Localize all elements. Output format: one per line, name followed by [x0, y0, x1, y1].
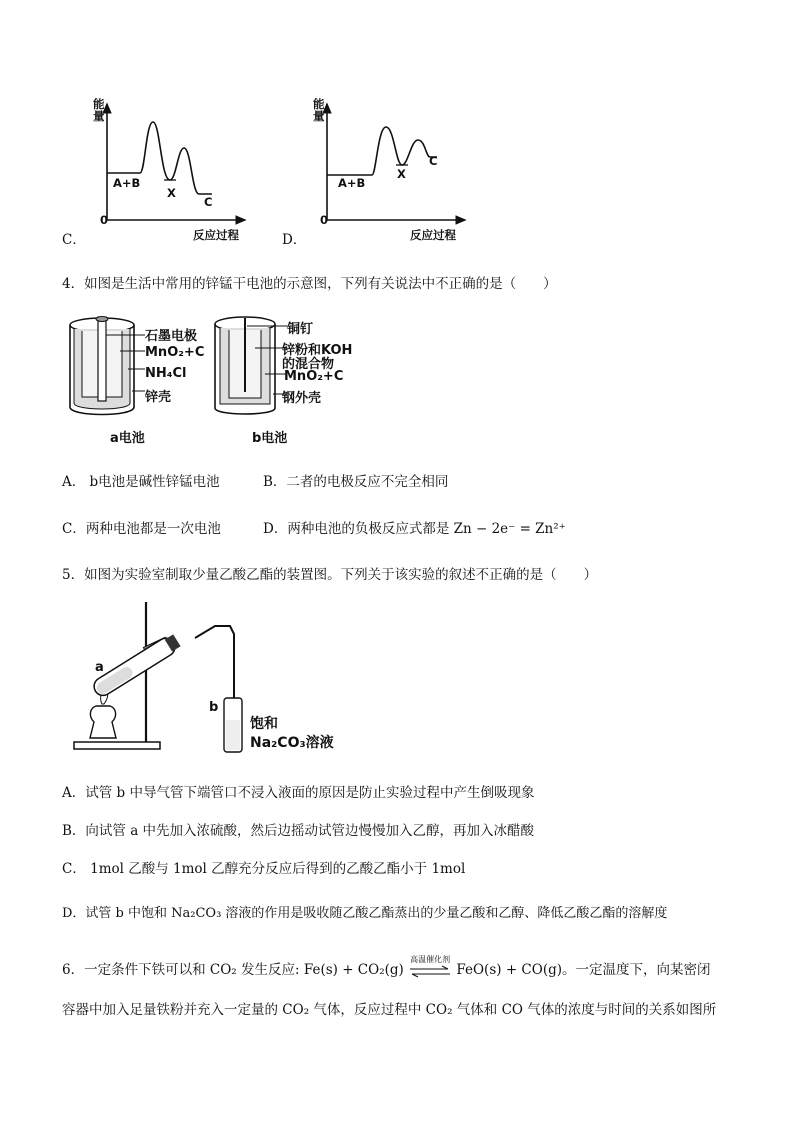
option-d-label: D．	[282, 232, 307, 248]
q6-line2: 容器中加入足量铁粉并充入一定量的 CO₂ 气体，反应过程中 CO₂ 气体和 CO 气体的浓度与时间的关系如图所	[62, 1002, 717, 1018]
tube-b-label: b	[209, 700, 219, 715]
catalyst-label: 高温催化剂	[410, 954, 451, 964]
battery-a-svg	[60, 315, 150, 425]
y-axis-label: 能量	[313, 97, 325, 123]
q5-option-b: B．向试管 a 中先加入浓硫酸，然后边摇动试管边慢慢加入乙醇，再加入冰醋酸	[62, 823, 535, 839]
steel-shell-label: 钢外壳	[282, 391, 322, 406]
q4-option-b: B．二者的电极反应不完全相同	[263, 474, 449, 490]
mno2-label: MnO₂+C	[145, 345, 205, 360]
product-label: C	[429, 154, 438, 168]
energy-graph-c-svg	[60, 92, 260, 242]
q5-stem: 5．如图为实验室制取少量乙酸乙酯的装置图。下列关于该实验的叙述不正确的是（ ）	[62, 567, 598, 583]
q4-stem: 4．如图是生活中常用的锌锰干电池的示意图，下列有关说法中不正确的是（ ）	[62, 276, 557, 292]
nh4cl-label: NH₄Cl	[145, 366, 187, 381]
option-c-label: C．	[62, 232, 86, 248]
q6-equation-right: FeO(s) + CO(g)。一定温度下，向某密闭	[456, 962, 711, 978]
q6-line1	[62, 954, 711, 978]
intermediate-label: X	[397, 167, 406, 181]
product-label: C	[204, 195, 213, 209]
reactant-label: A+B	[338, 176, 366, 190]
apparatus-svg	[70, 598, 250, 756]
q4-option-d: D．两种电池的负极反应式都是 Zn − 2e⁻ = Zn²⁺	[263, 521, 566, 537]
q5-option-a: A．试管 b 中导气管下端管口不浸入液面的原因是防止实验过程中产生倒吸现象	[62, 785, 535, 801]
battery-b-svg	[205, 312, 290, 424]
zinc-shell-label: 锌壳	[145, 390, 172, 405]
energy-graph-d-svg	[280, 92, 480, 242]
reactant-label: A+B	[113, 176, 141, 190]
x-axis-label: 反应过程	[193, 228, 239, 242]
copper-nail-label: 铜钉	[287, 322, 314, 337]
q4-option-c: C．两种电池都是一次电池	[62, 521, 221, 537]
mno2-label: MnO₂+C	[284, 369, 344, 384]
battery-a-caption: a电池	[110, 431, 145, 446]
na2co3-solution-label: Na₂CO₃溶液	[250, 735, 334, 751]
reversible-arrow	[408, 954, 452, 978]
graphite-electrode-label: 石墨电极	[145, 329, 198, 344]
battery-b-caption: b电池	[252, 431, 288, 446]
saturated-label: 饱和	[250, 716, 278, 732]
intermediate-label: X	[167, 186, 176, 200]
zinc-koh-label: 锌粉和KOH	[282, 343, 353, 358]
mixture-label: 的混合物	[282, 357, 335, 372]
q5-option-d: D．试管 b 中饱和 Na₂CO₃ 溶液的作用是吸收随乙酸乙酯蒸出的少量乙酸和乙醇、降低乙酸乙酯的溶解度	[62, 906, 668, 921]
x-axis-label: 反应过程	[410, 228, 456, 242]
q5-option-c: C． 1mol 乙酸与 1mol 乙醇充分反应后得到的乙酸乙酯小于 1mol	[62, 861, 466, 877]
origin-label: 0	[320, 213, 329, 227]
energy-curve	[327, 127, 437, 175]
q6-equation-left: 6．一定条件下铁可以和 CO₂ 发生反应: Fe(s) + CO₂(g)	[62, 962, 404, 978]
tube-a-label: a	[95, 660, 104, 675]
q4-option-a: A． b电池是碱性锌锰电池	[62, 474, 220, 490]
y-axis-label: 能量	[93, 97, 105, 123]
origin-label: 0	[100, 213, 109, 227]
